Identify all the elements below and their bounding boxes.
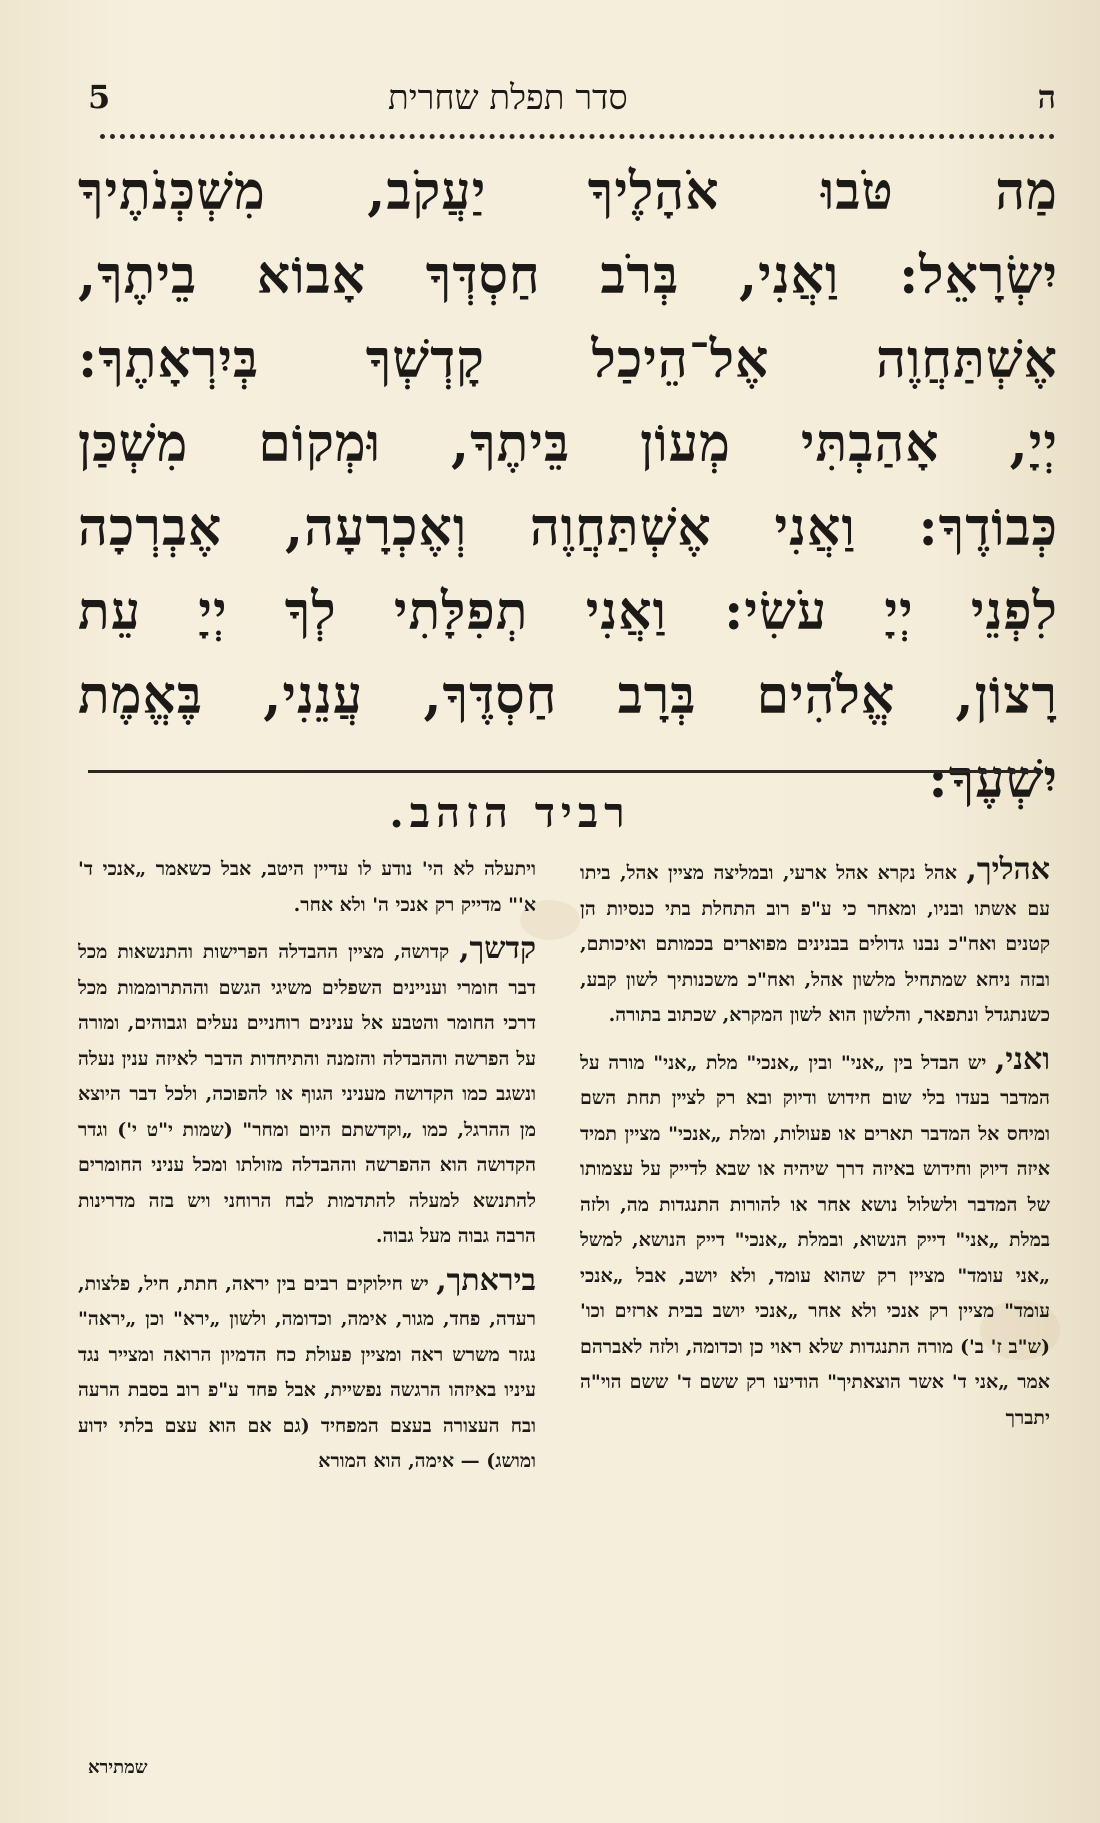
commentary-body: יש חילוקים רבים בין יראה, חתת, חיל, פלצות, רעדה, פחד, מגור, אימה, וכדומה, ולשון „ירא" וכן „יראה" נגזר משרש ראה ומציין פעולת כח הדמיון הרואה ומצייר נגד עיניו באיזהו הרגשה נפשיית, אבל פחד ע"פ רוב בסבת הרעה ובח העצורה בעצם המפחיד (גם אם הוא עצם בלתי ידוע ומושג) — אימה, הוא המורא	[78, 1272, 536, 1472]
catchword: שמתירא	[88, 1757, 148, 1778]
prayer-line: יִשְׂרָאֵל: וַאֲנִי, בְּרֹב חַסְדְּךָ אָבוֹא בֵיתֶךָ,	[78, 245, 1058, 306]
prayer-line: אֶשְׁתַּחֲוֶה אֶל־הֵיכַל קָדְשְׁךָ בְּיִרְאָתֶךָ:	[78, 329, 1058, 390]
section-divider	[88, 770, 1043, 773]
commentary-paragraph	[580, 1042, 1050, 1437]
prayer-line: רָצוֹן, אֱלֹהִים בְּרָב חַסְדֶּךָ, עֲנֵנִי, בֶּאֱמֶת	[78, 665, 1058, 726]
prayer-line: כְּבוֹדֶךָ: וַאֲנִי אֶשְׁתַּחֲוֶה וְאֶכְרָעָה, אֶבְרְכָה	[78, 497, 1058, 558]
commentary-paragraph	[580, 852, 1050, 1034]
commentary-body: קדושה, מציין ההבדלה הפרישות והתנשאות מכל דבר חומרי ועניינים השפלים משיגי הגשם וההתרוממות מכל דרכי החומר והטבע אל ענינים רוחניים נעלים וגבוהים, ומורה על הפרשה וההבדלה והזמנה והתיחדות הדבר לאיזה ענין נעלה ונשגב כמו הקדושה מעניני הגוף או להפוכה, ולכל דבר היוצא מן ההרגל, כמו „וקדשתם היום ומחר" (שמות י"ט י') וגדר הקדושה הוא ההפרשה וההבדלה מזולתו ומכל עניני החומרים להתנשא למעלה להתדמות לבח הרוחני ויש בזה מדרינות הרבה גבוה מעל גבוה.	[78, 941, 536, 1247]
prayer-text	[78, 150, 1058, 822]
commentary-body: יש הבדל בין „אני" ובין „אנכי" מלת „אני" מורה על המדבר בעדו בלי שום חידוש ודיוק ובא רק לציין תחת השם ומיחס אל המדבר תארים או פעולות, ומלת „אנכי" מציין תמיד איזה דיוק וחידוש באיזה דרך שיהיה או שבא לדייק על עצמותו של המדבר ולשלול נושא אחר או להורות התנגדות מה, ולזה במלת „אני" דייק הנשוא, ובמלת „אנכי" דייק הנושא, למשל „אני עומד" מציין רק שהוא עומד, ולא יושב, אבל „אנכי עומד" מציין רק אנכי ולא אחר „אנכי יושב בבית ארזים וכו' (ש"ב ז' ב') מורה התנגדות שלא ראוי כן וכדומה, ולזה לאברהם אמר „אני ד' אשר הוצאתיך" הודיעו רק ששם ד' ששם הוי"ה יתברך	[580, 1051, 1050, 1429]
commentary-lemma: ואני,	[994, 1041, 1050, 1077]
prayer-line: יְיָ, אָהַבְתִּי מְעוֹן בֵּיתֶךָ, וּמְקוֹם מִשְׁכַּן	[78, 413, 1058, 474]
commentary-lemma: ביראתך,	[436, 1262, 536, 1298]
commentary-body: ויתעלה לא הי' נודע לו עדיין היטב, אבל כשאמר „אנכי ד' א'" מדייק רק אנכי ה' ולא אחר.	[78, 858, 536, 916]
commentary-body: אהל נקרא אהל ארעי, ובמליצה מציין אהל, ביתו עם אשתו ובניו, ומאחר כי ע"פ רוב התחלת בתי כנסיות הן קטנים ואח"כ נבנו גדולים בבנינים מפוארים בכמותם ואיכותם, ובזה ניחא שמתחיל מלשון אהל, ואח"כ משכנותיך לשון קבע, כשנתגדל ונתפאר, והלשון הוא לשון המקרא, שכתוב בתורה.	[580, 862, 1050, 1026]
running-title: סדר תפלת שחרית	[388, 78, 628, 118]
commentary-paragraph	[78, 1263, 536, 1480]
page-number: 5	[88, 78, 111, 116]
commentary-left-column	[78, 852, 536, 1802]
running-header	[88, 78, 1056, 122]
commentary-right-column	[580, 852, 1050, 1802]
commentary-paragraph	[78, 931, 536, 1255]
prayer-line: לִפְנֵי יְיָ עֹשִׂי: וַאֲנִי תְפִלָּתִי לְךָ יְיָ עֵת	[78, 581, 1058, 642]
hebrew-page-letter: ה	[1037, 78, 1056, 116]
commentary-paragraph	[78, 852, 536, 923]
commentary-lemma: אהליך,	[966, 852, 1050, 887]
prayer-line: יִשְׁעֶךָ:	[928, 749, 1058, 810]
prayer-line: מַה טֹּבוּ אֹהָלֶיךָ יַעֲקֹב, מִשְׁכְּנֹתֶיךָ	[78, 161, 1058, 222]
dotted-divider	[100, 134, 1055, 139]
commentary-title: רביד הזהב.	[389, 788, 631, 837]
commentary-lemma: קדשך,	[459, 931, 536, 966]
